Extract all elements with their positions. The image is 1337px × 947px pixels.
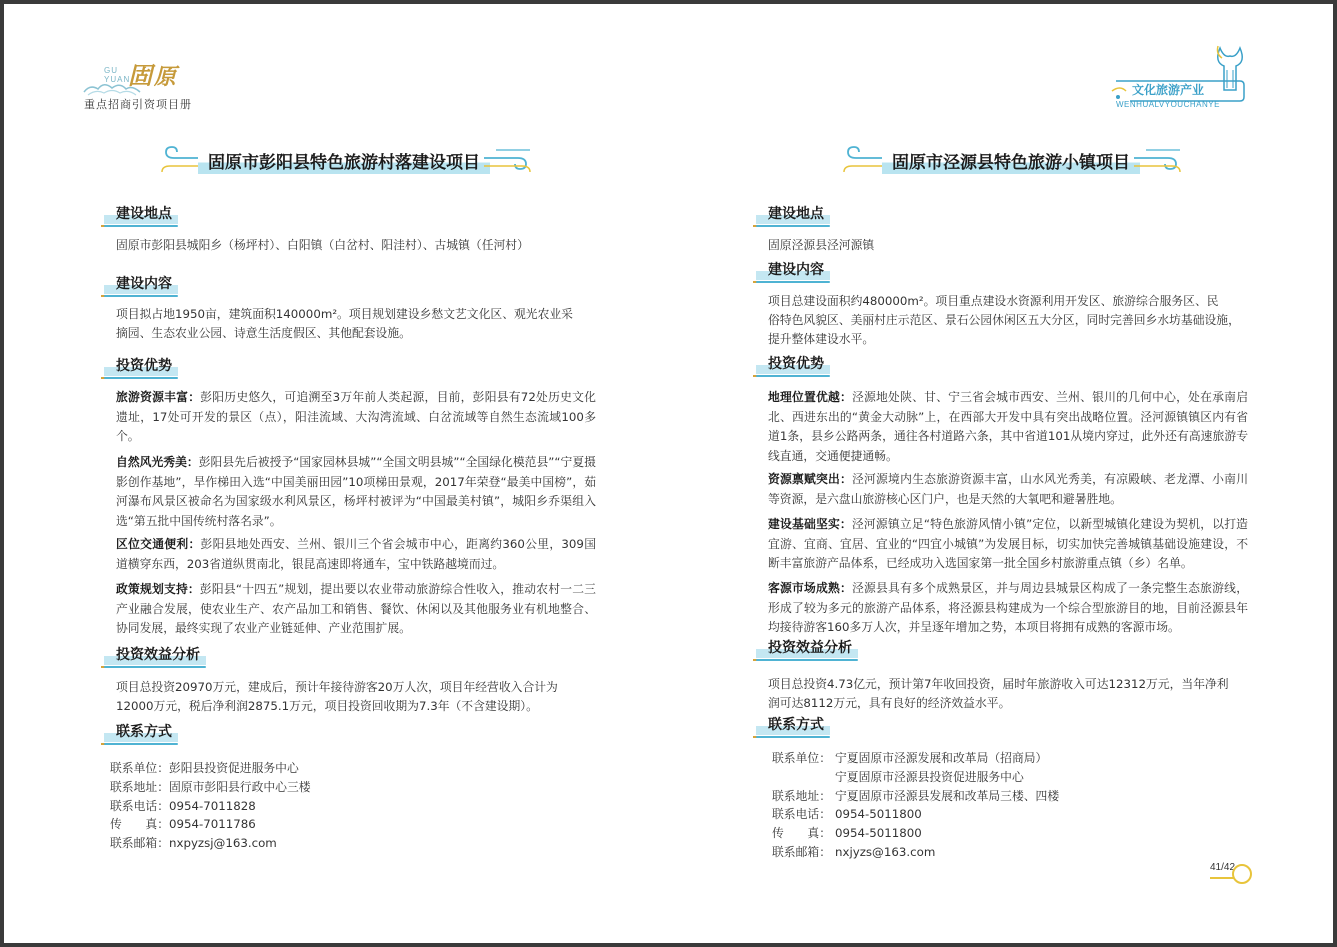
logo-pinyin-yuan: YUAN (104, 75, 131, 84)
right-location-text: 固原泾源县泾河源镇 (768, 238, 875, 252)
left-contact-row (110, 797, 256, 816)
title-swirl-right-icon (482, 144, 532, 178)
left-advantage-1 (116, 388, 596, 447)
left-contact-row (110, 778, 311, 797)
right-advantage-4 (768, 579, 1248, 638)
right-adv2-text: 泾河源境内生态旅游资源丰富，山水风光秀美，有凉殿峡、老龙潭、小南川等资源，是六盘山旅游核心区门户，也是天然的大氧吧和避暑胜地。 (768, 472, 1248, 506)
right-location-heading: 建设地点 (756, 204, 830, 224)
left-advantage-3 (116, 535, 596, 574)
logo-pinyin (104, 66, 130, 84)
contact-label: 联系地址： (110, 780, 169, 794)
contact-label: 联系单位： (772, 751, 831, 765)
contact-value: 0954-7011786 (169, 817, 256, 831)
page-number-circle-icon (1232, 864, 1252, 884)
category-pinyin: WENHUALVYOUCHANYE (1116, 100, 1220, 109)
brochure-title: 重点招商引资项目册 (84, 98, 192, 111)
contact-label: 联系邮箱： (110, 836, 169, 850)
contact-value: 0954-7011828 (169, 799, 256, 813)
right-adv3-label: 建设基础坚实： (768, 517, 852, 531)
contact-value: 0954-5011800 (835, 826, 922, 840)
left-adv4-label: 政策规划支持： (116, 582, 200, 596)
right-adv1-label: 地理位置优越： (768, 390, 853, 404)
contact-value: 固原市彭阳县行政中心三楼 (169, 780, 311, 794)
contact-label: 传 真： (772, 826, 831, 840)
left-advantage-2 (116, 453, 596, 531)
left-content-heading: 建设内容 (104, 274, 178, 294)
right-contact-row (772, 805, 922, 824)
title-swirl-right-icon (1132, 144, 1182, 178)
right-adv4-label: 客源市场成熟： (768, 581, 853, 595)
left-adv1-label: 旅游资源丰富： (116, 390, 201, 404)
right-contact-row (772, 768, 1024, 787)
left-location-heading: 建设地点 (104, 204, 178, 224)
left-contact-heading: 联系方式 (104, 722, 178, 742)
left-contact-row (110, 834, 277, 853)
left-adv2-label: 自然风光秀美： (116, 455, 199, 469)
right-contact-row (772, 787, 1059, 806)
right-advantage-heading: 投资优势 (756, 354, 830, 374)
left-advantage-heading: 投资优势 (104, 356, 178, 376)
contact-label: 联系电话： (772, 807, 831, 821)
contact-value: 宁夏固原市泾源县投资促进服务中心 (835, 770, 1024, 784)
right-contact-heading: 联系方式 (756, 715, 830, 735)
contact-value: 宁夏固原市泾源发展和改革局（招商局） (835, 751, 1048, 765)
right-project-title: 固原市泾源县特色旅游小镇项目 (882, 148, 1140, 174)
page-number: 41/42 (1210, 862, 1236, 873)
contact-label: 传 真： (110, 817, 169, 831)
right-adv2-label: 资源禀赋突出： (768, 472, 853, 486)
right-content-line-3: 提升整体建设水平。 (768, 332, 875, 346)
left-location-text: 固原市彭阳县城阳乡（杨坪村）、白阳镇（白岔村、阳洼村）、古城镇（任河村） (116, 238, 529, 252)
left-adv1-text: 彭阳历史悠久，可追溯至3万年前人类起源，目前，彭阳县有72处历史文化遗址，17处可开发的景区（点），阳洼流域、大沟湾流域、白岔流域等自然生态流域100多个。 (116, 390, 596, 443)
left-adv4-text: 彭阳县“十四五”规划，提出要以农业带动旅游综合性收入，推动农村一二三产业融合发展，使农业生产、农产品加工和销售、餐饮、休闲以及其他服务业有机地整合、协同发展，最终实现了农业产业链延伸、产业范围扩展。 (116, 582, 596, 635)
right-adv3-text: 泾河源镇立足“特色旅游风情小镇”定位，以新型城镇化建设为契机，以打造宜游、宜商、宜居、宜业的“四宜小城镇”为发展目标，切实加快完善城镇基础设施建设，不断丰富旅游产品体系，已经成功入选国家第一批全国乡村旅游重点镇（乡）名单。 (768, 517, 1248, 570)
contact-label: 联系邮箱： (772, 845, 831, 859)
right-adv1-text: 泾源地处陕、甘、宁三省会城市西安、兰州、银川的几何中心，处在承南启北、西进东出的“黄金大动脉”上，在西部大开发中具有突出战略位置。泾河源镇镇区内有省道1条，县乡公路两条，通往各村道路六条，其中省道101从境内穿过，此外还有高速旅游专线直通，交通便捷通畅。 (768, 390, 1248, 463)
left-content-line-2: 摘园、生态农业公园、诗意生活度假区、其他配套设施。 (116, 326, 411, 340)
logo-char-yuan: 原 (154, 64, 177, 90)
right-advantage-3 (768, 515, 1248, 574)
right-content-heading: 建设内容 (756, 260, 830, 280)
contact-label: 联系电话： (110, 799, 169, 813)
category-title: 文化旅游产业 (1132, 83, 1205, 97)
left-benefit-heading: 投资效益分析 (104, 645, 206, 665)
right-advantage-1 (768, 388, 1248, 466)
brochure-spread (4, 4, 1333, 943)
contact-value: 0954-5011800 (835, 807, 922, 821)
right-adv4-text: 泾源县具有多个成熟景区，并与周边县城景区构成了一条完整生态旅游线，形成了较为多元的旅游产品体系，将泾源县构建成为一个综合型旅游目的地，目前泾源县年均接待游客160多万人次，并呈逐年增加之势，本项目将拥有成熟的客源市场。 (768, 581, 1248, 634)
left-benefit-line-2: 12000万元，税后净利润2875.1万元，项目投资回收期为7.3年（不含建设期）。 (116, 699, 538, 713)
contact-value: nxpyzsj@163.com (169, 836, 277, 850)
right-benefit-line-2: 润可达8112万元，具有良好的经济效益水平。 (768, 696, 1011, 710)
left-contact-row (110, 815, 256, 834)
right-benefit-line-1: 项目总投资4.73亿元，预计第7年收回投资，届时年旅游收入可达12312万元，当年净利 (768, 677, 1229, 691)
right-content-line-2: 俗特色风貌区、美丽村庄示范区、景石公园休闲区五大分区，同时完善回乡水坊基础设施， (768, 313, 1240, 327)
left-contact-row (110, 759, 299, 778)
contact-value: 宁夏固原市泾源县发展和改革局三楼、四楼 (835, 789, 1060, 803)
logo-char-gu: 固 (128, 61, 152, 90)
left-adv2-text: 彭阳县先后被授予“国家园林县城”“全国文明县城”“全国绿化模范县”“宁夏摄影创作基地”，旱作梯田入选“中国美丽田园”10项梯田景观，2017年荣登“最美中国榜”，茹河瀑布风景区被命名为国家级水利风景区，杨坪村被评为“中国最美村镇”，城阳乡乔渠组入选“第五批中国传统村落名录”。 (116, 455, 596, 528)
logo-pinyin-gu: GU (104, 66, 118, 75)
right-contact-row (772, 749, 1047, 768)
left-content-line-1: 项目拟占地1950亩，建筑面积140000m²。项目规划建设乡愁文艺文化区、观光农业采 (116, 307, 573, 321)
contact-value: 彭阳县投资促进服务中心 (169, 761, 299, 775)
right-advantage-2 (768, 470, 1248, 509)
left-project-title: 固原市彭阳县特色旅游村落建设项目 (198, 148, 490, 174)
left-adv3-label: 区位交通便利： (116, 537, 201, 551)
right-contact-row (772, 843, 935, 862)
left-adv3-text: 彭阳县地处西安、兰州、银川三个省会城市中心，距离约360公里，309国道横穿东西，203省道纵贯南北，银昆高速即将通车，宝中铁路越境而过。 (116, 537, 596, 571)
right-benefit-heading: 投资效益分析 (756, 638, 858, 658)
page-number-underline (1210, 877, 1234, 879)
right-content-line-1: 项目总建设面积约480000m²。项目重点建设水资源利用开发区、旅游综合服务区、民 (768, 294, 1219, 308)
left-benefit-line-1: 项目总投资20970万元，建成后，预计年接待游客20万人次，项目年经营收入合计为 (116, 680, 558, 694)
left-advantage-4 (116, 580, 596, 639)
right-contact-row (772, 824, 922, 843)
contact-label: 联系单位： (110, 761, 169, 775)
contact-value: nxjyzs@163.com (835, 845, 936, 859)
contact-label: 联系地址： (772, 789, 831, 803)
